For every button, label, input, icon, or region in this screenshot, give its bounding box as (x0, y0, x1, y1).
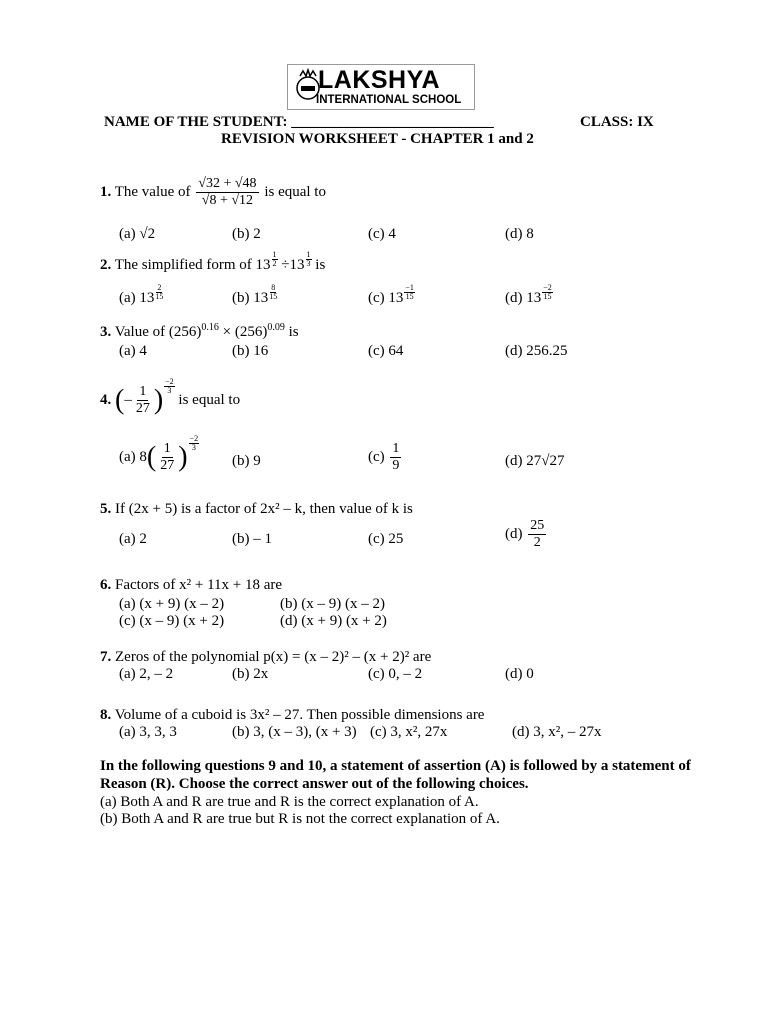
option-d: (d) 13 $\frac{-2}{15}$ (505, 283, 552, 306)
option-b: (b) – 1 (232, 531, 272, 547)
question-text-end: is (284, 324, 299, 340)
option-a: (a) 4 (119, 343, 147, 359)
question-text-mid: ÷13 (277, 257, 305, 273)
question-4: 4. (– $\frac{1}{27}$ ) $\frac{-2}{3}$ is equal to (100, 376, 241, 416)
question-text: The simplified form of 13 (114, 257, 271, 273)
option-c: (c) 4 (368, 226, 396, 242)
option-c: (c) 0, – 2 (368, 666, 423, 682)
question-number: 8. (100, 707, 112, 723)
fraction: $\frac{1}{27}$ (135, 384, 150, 416)
option-a: (a) 13 $\frac{2}{15}$ (119, 283, 164, 306)
option-b: (b) 3, (x – 3), (x + 3) (232, 724, 357, 740)
fraction (196, 176, 258, 209)
question-number: 2. (100, 257, 112, 273)
option-d: (d) (x + 9) (x + 2) (280, 613, 387, 629)
option-c: (c) 3, x², 27x (370, 724, 448, 740)
option-b: (b) (x – 9) (x – 2) (280, 596, 385, 612)
exponent: $\frac{1}{3}$ (306, 250, 311, 268)
numerator: √32 + √48 (198, 176, 257, 191)
option-c: (c) 64 (368, 343, 404, 359)
question-text: If (2x + 5) is a factor of 2x² – k, then value of k is (115, 501, 413, 517)
option-c: (c) (x – 9) (x + 2) (119, 613, 225, 629)
class-label: CLASS: IX (580, 114, 654, 130)
assertion-intro-line-2: Reason (R). Choose the correct answer out of the following choices. (100, 776, 529, 792)
question-3 (100, 323, 299, 341)
worksheet-title: REVISION WORKSHEET - CHAPTER 1 and 2 (221, 131, 534, 147)
option-c: (c) $\frac{1}{9}$ (368, 441, 400, 473)
question-number: 7. (100, 649, 112, 665)
option-d: (d) $\frac{25}{2}$ (505, 518, 545, 550)
question-6 (100, 576, 282, 594)
question-text-end: is equal to (264, 183, 326, 200)
exponent: 0.16 (201, 322, 219, 333)
question-text: Zeros of the polynomial p(x) = (x – 2)² – (x + 2)² are (115, 649, 432, 665)
option-b: (b) 13 $\frac{8}{15}$ (232, 283, 278, 306)
option-d: (d) 8 (505, 226, 534, 242)
option-b: (b) 9 (232, 453, 261, 469)
question-8 (100, 706, 484, 724)
question-number: 6. (100, 577, 112, 593)
student-name-label: NAME OF THE STUDENT: ___________________________ (104, 114, 494, 130)
option-a: (a) (x + 9) (x – 2) (119, 596, 225, 612)
option-c: (c) 25 (368, 531, 404, 547)
option-d: (d) 0 (505, 666, 534, 682)
option-a: (a) √2 (119, 226, 156, 242)
question-1 (100, 176, 326, 209)
option-b: (b) 16 (232, 343, 269, 359)
assertion-choice-a: (a) Both A and R are true and R is the correct explanation of A. (100, 794, 479, 810)
question-number: 4. (100, 391, 112, 408)
question-5 (100, 500, 413, 518)
question-text: Volume of a cuboid is 3x² – 27. Then possible dimensions are (114, 707, 485, 723)
question-text: Value of (256) (114, 324, 202, 340)
option-a: (a) 8( $\frac{1}{27}$ ) $\frac{-2}{3}$ (119, 433, 199, 473)
question-7 (100, 648, 431, 666)
option-b: (b) 2x (232, 666, 269, 682)
question-text: Factors of x² + 11x + 18 are (115, 577, 283, 593)
question-text-end: is (311, 257, 326, 273)
option-d: (d) 27√27 (505, 453, 565, 469)
option-c: (c) 13 $\frac{-1}{15}$ (368, 283, 414, 306)
question-number: 1. (100, 183, 112, 200)
option-a: (a) 3, 3, 3 (119, 724, 177, 740)
exponent: 0.09 (267, 322, 285, 333)
option-a: (a) 2, – 2 (119, 666, 174, 682)
question-text: The value of (114, 183, 191, 200)
question-2 (100, 250, 326, 274)
assertion-choice-b: (b) Both A and R are true but R is not the correct explanation of A. (100, 811, 500, 827)
logo-school-name: INTERNATIONAL SCHOOL (316, 94, 462, 106)
question-text: is equal to (178, 391, 241, 408)
exponent: $\frac{1}{2}$ (272, 250, 277, 268)
assertion-intro-line-1: In the following questions 9 and 10, a statement of assertion (A) is followed by a statement of (100, 758, 691, 774)
option-b: (b) 2 (232, 226, 261, 242)
exponent: $\frac{-2}{3}$ (165, 376, 174, 395)
question-text-mid: × (256) (218, 324, 268, 340)
denominator: √8 + √12 (201, 193, 254, 208)
question-number: 5. (100, 501, 112, 517)
option-a: (a) 2 (119, 531, 147, 547)
option-d: (d) 256.25 (505, 343, 568, 359)
question-number: 3. (100, 324, 112, 340)
logo-name: LAKSHYA (318, 66, 441, 94)
option-d: (d) 3, x², – 27x (512, 724, 602, 740)
